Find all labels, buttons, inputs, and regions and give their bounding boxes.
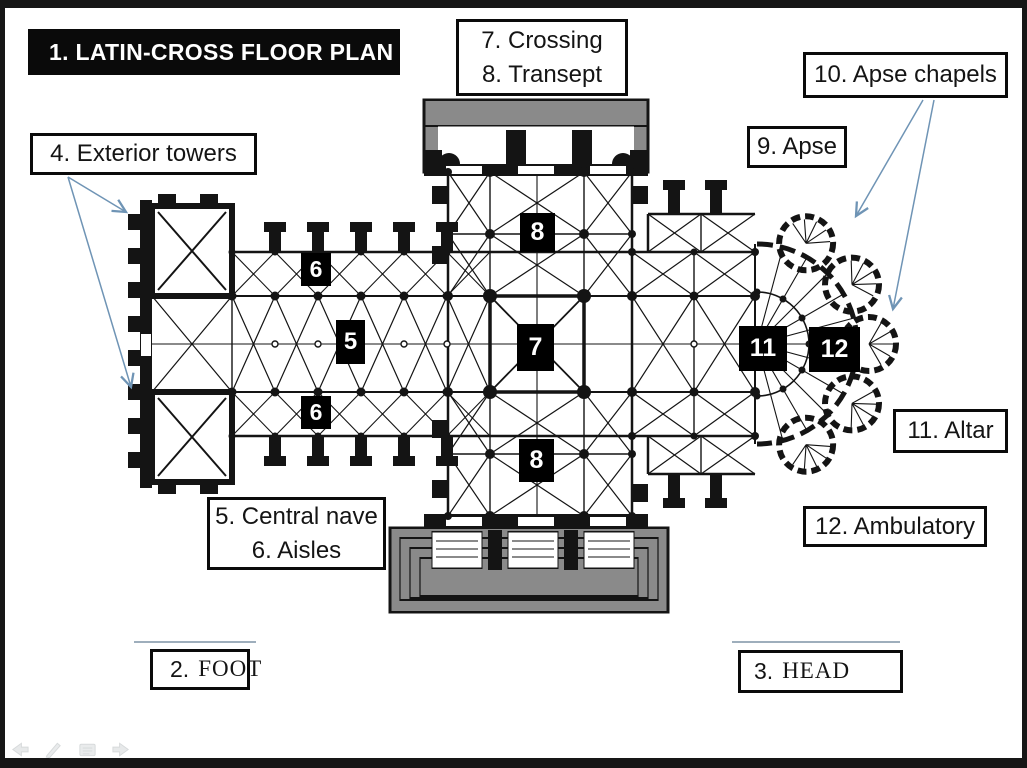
callout-foot bbox=[150, 649, 263, 690]
callout-head bbox=[738, 650, 903, 693]
plan-marker-altar bbox=[739, 326, 787, 371]
west-facade bbox=[128, 200, 152, 488]
slide-menu-icon[interactable] bbox=[77, 740, 98, 759]
transept-label: 8. Transept bbox=[481, 60, 603, 88]
central-nave-label: 5. Central nave bbox=[215, 502, 378, 530]
marker-12-text: 12 bbox=[820, 335, 849, 363]
callout-altar bbox=[893, 409, 1008, 453]
apse-chapels-label: 10. Apse chapels bbox=[814, 61, 997, 89]
marker-7-text: 7 bbox=[528, 333, 543, 361]
slide-title-text: 1. LATIN-CROSS FLOOR PLAN bbox=[49, 38, 394, 65]
marker-6-north-text: 6 bbox=[309, 256, 323, 282]
exterior-towers-label: 4. Exterior towers bbox=[50, 140, 237, 168]
plan-marker-crossing bbox=[517, 324, 554, 371]
plan-marker-north-aisle bbox=[301, 253, 331, 286]
foot-label: FOOT bbox=[198, 656, 263, 682]
south-porch bbox=[390, 514, 668, 612]
plan-marker-ambulatory bbox=[809, 327, 860, 372]
callout-apse bbox=[747, 126, 847, 168]
marker-8-south-text: 8 bbox=[529, 446, 544, 474]
slideshow-toolbar bbox=[9, 740, 132, 759]
marker-6-south-text: 6 bbox=[309, 399, 323, 425]
head-label: HEAD bbox=[782, 658, 851, 684]
callout-nave-aisles bbox=[207, 497, 386, 570]
marker-5-text: 5 bbox=[343, 328, 358, 355]
slide-title bbox=[28, 29, 400, 75]
previous-slide-icon[interactable] bbox=[9, 740, 30, 759]
callout-crossing-transept bbox=[456, 19, 628, 96]
callout-exterior-towers bbox=[30, 133, 257, 175]
plan-marker-south-aisle bbox=[301, 396, 331, 429]
slide bbox=[5, 8, 1022, 758]
next-slide-icon[interactable] bbox=[111, 740, 132, 759]
north-porch bbox=[424, 100, 648, 176]
chapels-arrow-2 bbox=[893, 100, 934, 309]
plan-marker-north-transept bbox=[520, 213, 555, 252]
aisles-label: 6. Aisles bbox=[251, 536, 342, 564]
callout-ambulatory bbox=[803, 506, 987, 547]
marker-11-text: 11 bbox=[749, 334, 777, 362]
pen-tool-icon[interactable] bbox=[43, 740, 64, 759]
apse-label: 9. Apse bbox=[756, 133, 838, 161]
plan-marker-south-transept bbox=[519, 439, 554, 482]
head-number: 3. bbox=[754, 658, 774, 685]
ambulatory-label: 12. Ambulatory bbox=[814, 512, 976, 540]
foot-number: 2. bbox=[170, 656, 190, 683]
plan-marker-central-nave bbox=[336, 320, 365, 364]
altar-label: 11. Altar bbox=[907, 417, 994, 445]
marker-8-north-text: 8 bbox=[530, 218, 545, 246]
callout-apse-chapels bbox=[803, 52, 1008, 98]
chapels-arrow-1 bbox=[856, 100, 923, 216]
crossing-label: 7. Crossing bbox=[481, 26, 603, 54]
